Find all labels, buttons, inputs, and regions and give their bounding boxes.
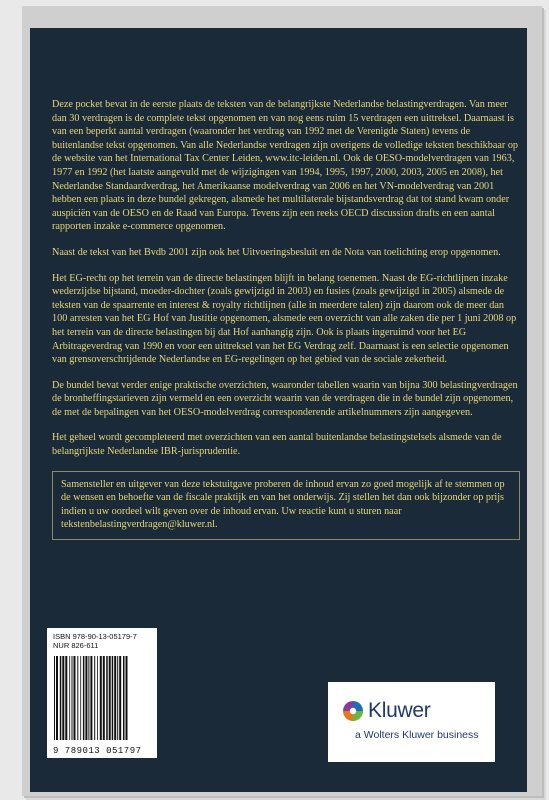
- barcode-bar: [94, 656, 95, 740]
- barcode-bar: [54, 656, 55, 740]
- paragraph-1: Deze pocket bevat in de eerste plaats de teksten van de belangrijkste Nederlandse belastingverdragen. Van meer dan 30 verdragen is de complete tekst opgenomen en van nog eens ruim 15 verdragen een uittreksel. Daarnaast is van een beperkt aantal verdragen (waaronder het verdrag van 1992 met de Verenigde Staten) tevens de buitenlandse tekst opgenomen. Van alle Nederlandse verdragen zijn overigens de volledige teksten beschikbaar op de website van het International Tax Center Leiden, www.itc-leiden.nl. Ook de OESO-modelverdragen van 1963, 1977 en 1992 (het laatste aangevuld met de wijzigingen van 1994, 1995, 1997, 2000, 2003, 2005 en 2008), het Nederlandse Standaardverdrag, het Amerikaanse modelverdrag van 2006 en het VN-modelverdrag van 2001 hebben een plaats in deze bundel gekregen, alsmede het multilaterale bijstandsverdrag dat tot stand kwam onder auspiciën van de OESO en de Raad van Europa. Tevens zijn een reeks OECD discussion drafts en een aantal rapporten inzake e-commerce opgenomen.: [52, 99, 519, 233]
- barcode-bar: [69, 656, 70, 740]
- barcode-bar: [106, 656, 108, 740]
- publisher-logo-block: [328, 682, 495, 762]
- barcode-bar: [62, 656, 64, 740]
- publisher-tagline: a Wolters Kluwer business: [355, 729, 479, 741]
- wolters-kluwer-logo-icon: [342, 700, 364, 722]
- barcode-bar: [112, 656, 114, 740]
- paragraph-3: Het EG-recht op het terrein van de directe belastingen blijft in belang toenemen. Naast de EG-richtlijnen inzake wederzijdse bijstand, moeder-dochter (zoals gewijzigd in 2003) en fusies (zoals gewijzigd in 2005) alsmede de teksten van de spaarrente en interest & royalty richtlijnen (alle in meerdere talen) zijn daarom ook de meer dan 100 arresten van het EG Hof van Justitie opgenomen, alsmede een overzicht van alle zaken die per 1 juni 2008 op het terrein van de directe belastingen bij dat Hof aanhangig zijn. Ook is plaats ingeruimd voor het EG Arbitrageverdrag van 1990 en voor een uittreksel van het EG Verdrag zelf. Daarnaast is een selectie opgenomen van grensoverschrijdende Nederlandse en EG-regelingen op het gebied van de sociale zekerheid.: [52, 272, 517, 366]
- barcode-bar: [97, 656, 98, 740]
- paragraph-2: Naast de tekst van het Bvdb 2001 zijn ook het Uitvoeringsbesluit en de Nota van toelichting erop opgenomen.: [52, 246, 501, 258]
- barcode-bar: [77, 656, 78, 740]
- barcode-bar: [123, 656, 125, 740]
- barcode-bar: [103, 656, 105, 740]
- barcode-bar: [83, 656, 85, 740]
- barcode-bar: [72, 656, 73, 740]
- barcode-bar: [85, 656, 87, 740]
- isbn-label: ISBN 978-90-13-05179-7: [53, 632, 137, 641]
- barcode-bar: [109, 656, 111, 740]
- barcode-bar: [90, 656, 92, 740]
- barcode-bar: [114, 656, 116, 740]
- barcode-bar: [88, 656, 89, 740]
- publisher-name: Kluwer: [368, 699, 431, 722]
- barcode-digits: 9 789013 051797: [53, 746, 142, 756]
- barcode-bar: [119, 656, 121, 740]
- barcode-bar: [100, 656, 102, 740]
- nur-label: NUR 826-611: [53, 641, 99, 650]
- barcode-bar: [126, 656, 128, 740]
- publisher-logo: [342, 698, 430, 724]
- barcode-image: [53, 656, 149, 740]
- barcode-bar: [117, 656, 118, 740]
- barcode-bar: [60, 656, 62, 740]
- feedback-note-box: Samensteller en uitgever van deze tekstuitgave proberen de inhoud ervan zo goed mogelijk af te stemmen op de wensen en behoefte van de fiscale praktijk en van het onderwijs. Zij stellen het dan ook bijzonder op prijs indien u uw oordeel wilt geven over de inhoud ervan. Uw reactie kunt u sturen naar tekstenbelastingverdragen@kluwer.nl.: [52, 471, 520, 540]
- paragraph-4: De bundel bevat verder enige praktische overzichten, waaronder tabellen waarin van bijna 300 belastingverdragen de bronheffingstarieven zijn vermeld en een overzicht waarin van de verdragen die in de bundel zijn opgenomen, de met de bepalingen van het OESO-modelverdrag corresponderende artikelnummers zijn aangegeven.: [52, 379, 518, 418]
- barcode-block: [47, 628, 157, 758]
- barcode-bar: [80, 656, 81, 740]
- paragraph-5: Het geheel wordt gecompleteerd met overzichten van een aantal buitenlandse belastingstelsels alsmede van de belangrijkste Nederlandse IBR-jurisprudentie.: [52, 432, 502, 458]
- blurb-text: [52, 98, 520, 540]
- logo-center: [350, 708, 356, 714]
- barcode-bar: [74, 656, 76, 740]
- barcode-bar: [65, 656, 67, 740]
- barcode-bar: [56, 656, 58, 740]
